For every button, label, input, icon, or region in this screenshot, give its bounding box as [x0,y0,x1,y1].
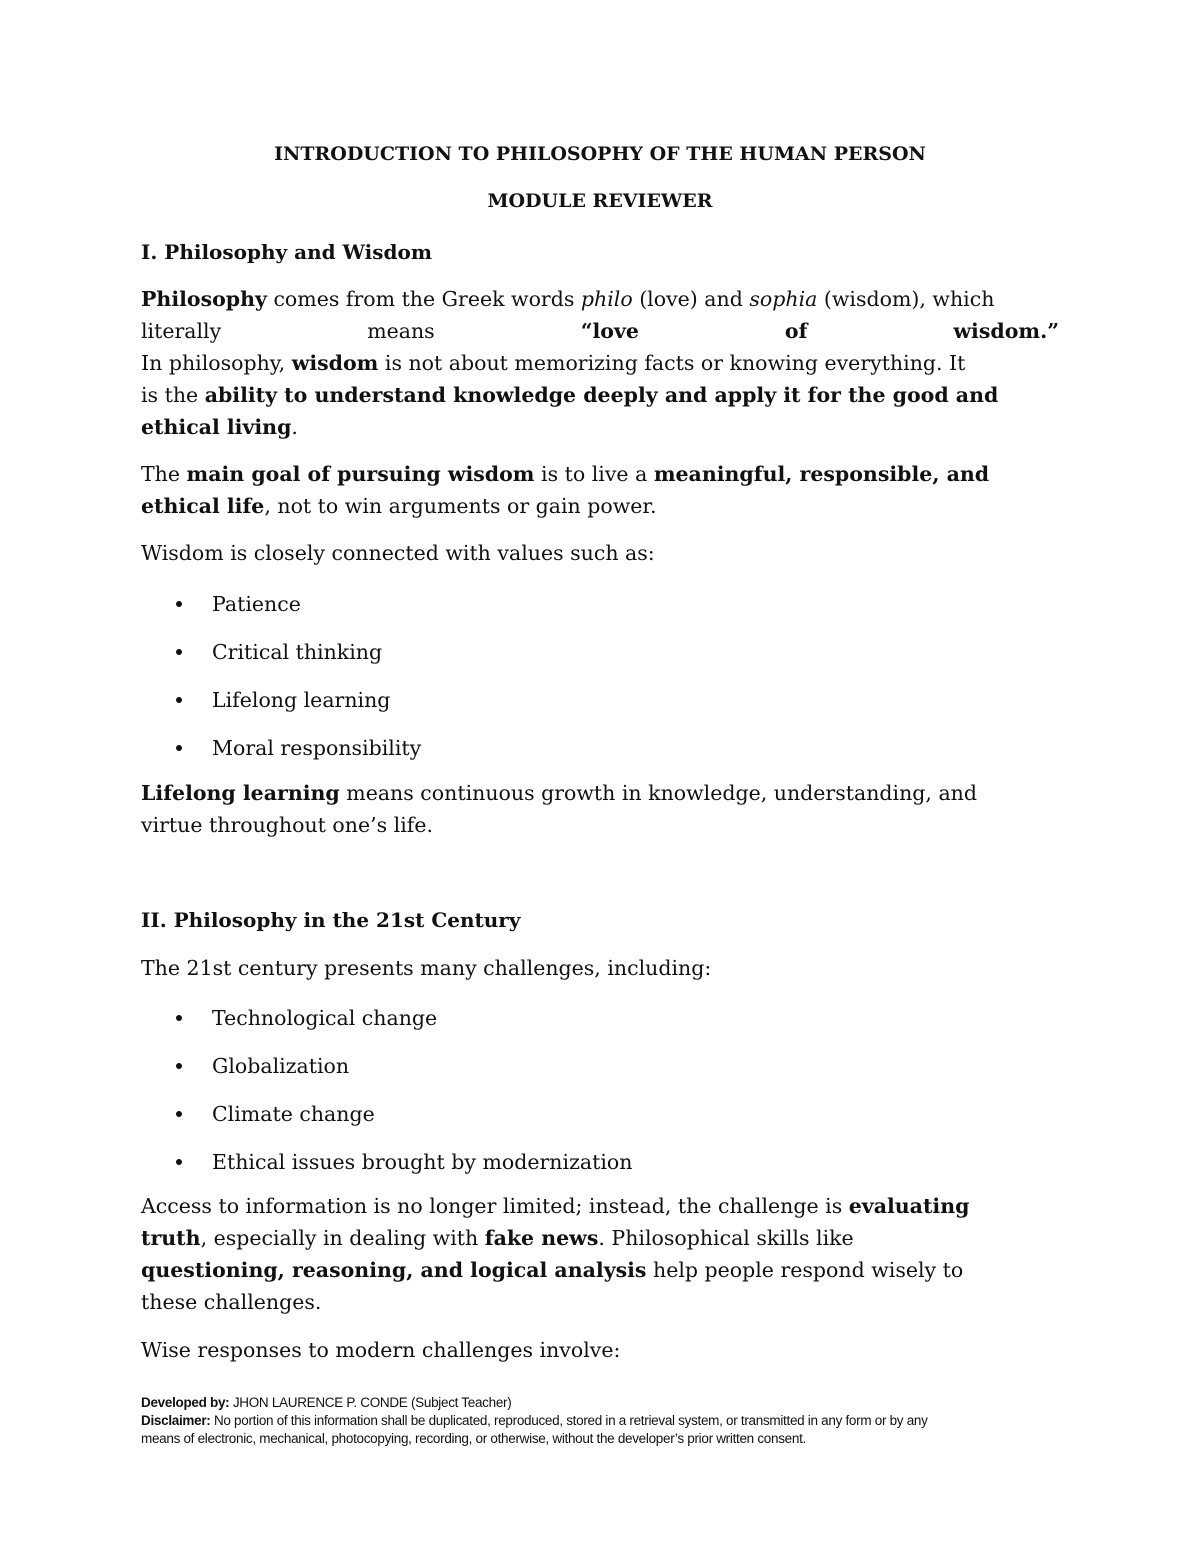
text-run: virtue throughout one’s life. [141,813,434,837]
paragraph-wise-responses: Wise responses to modern challenges involve: [141,1338,621,1362]
text-run-bold: ethical life [141,494,265,518]
paragraph-values-intro: Wisdom is closely connected with values such as: [141,541,655,565]
paragraph-philosophy-definition [141,283,1059,443]
list-item [141,1006,632,1054]
list-item [141,1102,632,1150]
bullet-icon [176,649,182,655]
footer [141,1394,1071,1448]
footer-label: Disclaimer: [141,1413,211,1428]
text-run: , especially in dealing with [200,1226,485,1250]
text-run: In philosophy, [141,351,292,375]
text-line [141,458,1059,490]
text-run-bold: ethical living [141,415,292,439]
text-run-bold: Lifelong learning [141,781,340,805]
text-run-bold: “love [580,319,639,343]
text-run-bold: wisdom.” [953,319,1059,343]
bullet-icon [176,745,182,751]
challenges-list [141,1006,632,1198]
section-heading-2: II. Philosophy in the 21st Century [141,908,521,932]
bullet-icon [176,1063,182,1069]
bullet-icon [176,697,182,703]
text-run-bold: of [784,319,808,343]
text-line [141,1286,1059,1318]
text-run: Access to information is no longer limited; instead, the challenge is [141,1194,849,1218]
footer-disclaimer-cont: means of electronic, mechanical, photocopying, recording, or otherwise, without the developer’s prior written consent. [141,1431,806,1446]
bullet-icon [176,1159,182,1165]
list-item [141,1054,632,1102]
text-run: is the [141,383,205,407]
text-run-bold: fake news [484,1226,599,1250]
text-line-justified [141,315,1059,347]
paragraph-access-information [141,1190,1059,1318]
text-run: (love) and [632,287,750,311]
section-heading-1: I. Philosophy and Wisdom [141,240,433,264]
document-page [141,0,1059,1553]
text-run: means continuous growth in knowledge, understanding, and [339,781,977,805]
text-run-bold: questioning, reasoning, and logical analysis [141,1258,647,1282]
text-line [141,809,1059,841]
document-title: INTRODUCTION TO PHILOSOPHY OF THE HUMAN PERSON [274,143,926,165]
text-line [141,411,1059,443]
footer-label: Developed by: [141,1395,230,1410]
text-line [141,1190,1059,1222]
list-item-text: Climate change [212,1102,375,1126]
text-line [141,490,1059,522]
text-line [141,1254,1059,1286]
text-run-bold: main goal of pursuing wisdom [186,462,535,486]
text-run: . [291,415,298,439]
bullet-icon [176,601,182,607]
text-run: The [141,462,187,486]
document-subtitle: MODULE REVIEWER [487,190,713,212]
text-run: is not about memorizing facts or knowing everything. It [378,351,966,375]
text-run-bold: truth [141,1226,201,1250]
footer-value: JHON LAURENCE P. CONDE (Subject Teacher) [229,1395,512,1410]
footer-developed-by [141,1394,1071,1412]
text-run: , not to win arguments or gain power. [264,494,657,518]
list-item-text: Moral responsibility [212,736,422,760]
list-item [141,688,421,736]
term-sophia: sophia [749,287,818,311]
footer-value: No portion of this information shall be duplicated, reproduced, stored in a retrieval system, or transmitted in any form or by any [210,1413,928,1428]
text-line [141,379,1059,411]
text-run: . Philosophical skills like [598,1226,854,1250]
text-line [141,283,1059,315]
paragraph-main-goal [141,458,1059,522]
list-item-text: Critical thinking [212,640,383,664]
list-item-text: Technological change [212,1006,438,1030]
footer-disclaimer [141,1412,1071,1430]
text-run: is to live a [534,462,654,486]
text-run-bold: ability to understand knowledge deeply and apply it for the good and [204,383,999,407]
list-item-text: Patience [212,592,301,616]
text-line [141,347,1059,379]
term-philo: philo [580,287,633,311]
text-run-bold: evaluating [848,1194,970,1218]
text-run-bold: meaningful, responsible, and [653,462,990,486]
list-item-text: Lifelong learning [212,688,391,712]
text-run: these challenges. [141,1290,322,1314]
list-item-text: Ethical issues brought by modernization [212,1150,633,1174]
list-item [141,592,421,640]
list-item-text: Globalization [212,1054,350,1078]
bullet-icon [176,1015,182,1021]
paragraph-lifelong-learning [141,777,1059,841]
text-line [141,777,1059,809]
text-run: literally [141,319,222,343]
text-run: help people respond wisely to [646,1258,964,1282]
term-philosophy: Philosophy [141,287,267,311]
paragraph-challenges-intro: The 21st century presents many challenges, including: [141,956,712,980]
text-run: (wisdom), which [817,287,995,311]
text-run: comes from the Greek words [266,287,581,311]
text-line [141,1222,1059,1254]
bullet-icon [176,1111,182,1117]
list-item [141,640,421,688]
text-run: means [367,319,435,343]
term-wisdom: wisdom [291,351,379,375]
values-list [141,592,421,784]
